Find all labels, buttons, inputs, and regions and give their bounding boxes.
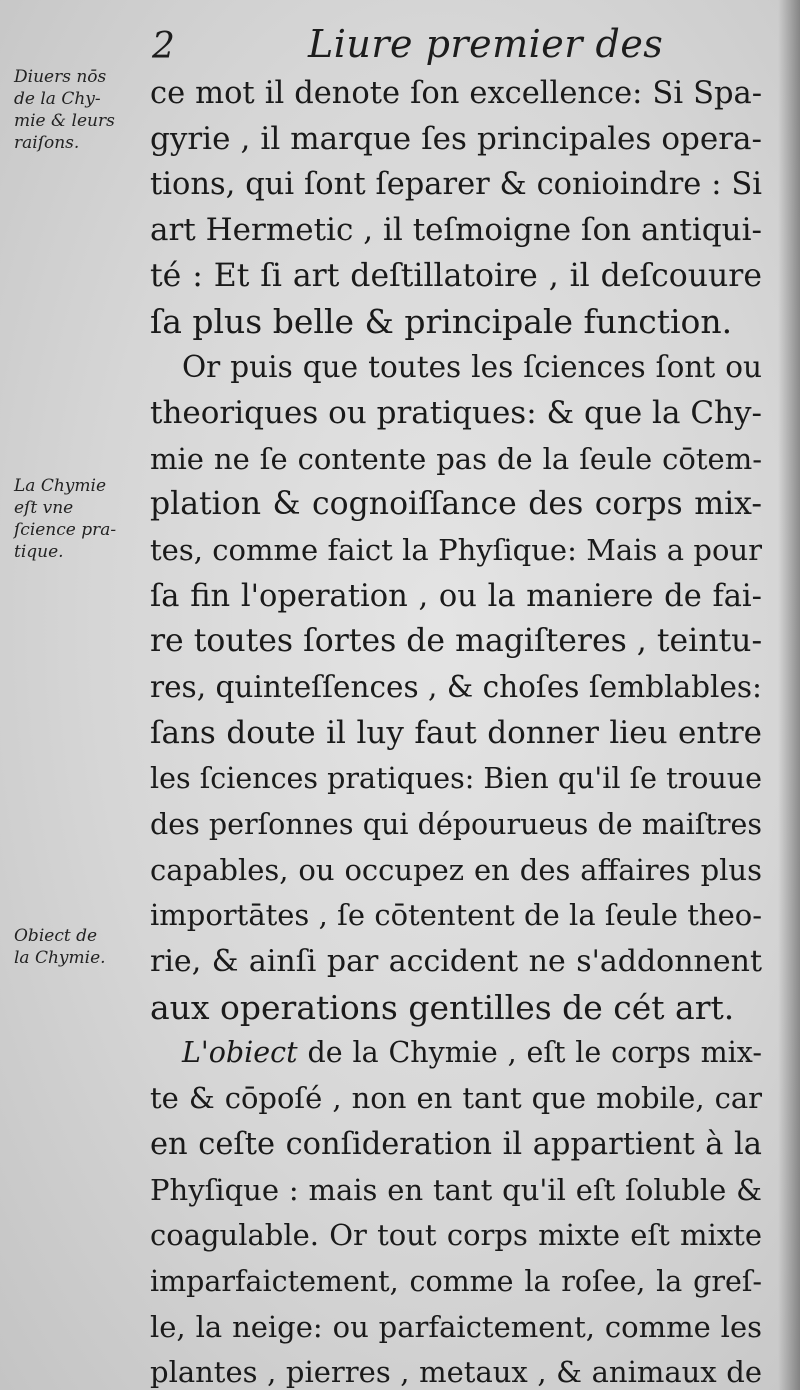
text-line: aux operations gentilles de cét art. xyxy=(150,987,735,1027)
margin-note-line: Diuers nōs xyxy=(14,67,107,87)
text-line: imparfaictement, comme la roſee, la greſ- xyxy=(150,1264,762,1298)
margin-note-line: ſcience pra- xyxy=(14,520,117,540)
text-line: coagulable. Or tout corps mixte eſt mixte xyxy=(150,1218,762,1253)
text-line xyxy=(150,1030,762,1076)
gutter-shadow xyxy=(778,0,800,1390)
objet-word: L'obiect xyxy=(182,1036,298,1070)
text-line: plantes , pierres , metaux , & animaux de xyxy=(150,1355,762,1390)
text-line: art Hermetic , il teſmoigne ſon antiqui- xyxy=(150,212,762,249)
text-line: res, quinteſſences , & choſes ſemblables: xyxy=(150,669,762,704)
page-number: 2 xyxy=(152,26,175,67)
text-line: mie ne ſe contente pas de la ſeule cōtem- xyxy=(150,441,762,476)
text-line-rest: de la Chymie , eſt le corps mix- xyxy=(307,1036,762,1070)
text-line: les ſciences pratiques: Bien qu'il ſe trouue xyxy=(150,762,762,796)
margin-note-line: de la Chy- xyxy=(14,89,101,109)
margin-note-line: Obiect de xyxy=(14,926,98,946)
margin-note-line: tique. xyxy=(14,542,64,562)
text-line: re toutes ſortes de magiſteres , teintu- xyxy=(150,623,762,660)
text-line: des perſonnes qui dépourueus de maiſtres xyxy=(150,808,762,841)
text-line: capables, ou occupez en des affaires plus xyxy=(150,852,762,887)
margin-note-line: La Chymie xyxy=(14,476,107,496)
text-line: en ceſte conſideration il appartient à la xyxy=(150,1126,762,1162)
margin-note-line: eſt vne xyxy=(14,498,74,518)
margin-note-line: raiſons. xyxy=(14,133,80,153)
body-text xyxy=(150,71,762,1390)
margin-note-names xyxy=(14,66,154,154)
text-line: té : Et ſi art deſtillatoire , il deſcouure xyxy=(150,257,762,294)
margin-note-line: la Chymie. xyxy=(14,948,106,968)
text-line: gyrie , il marque ſes principales opera- xyxy=(150,120,762,157)
text-line: tions, qui ſont ſeparer & conioindre : Si xyxy=(150,167,762,203)
text-line: Or puis que toutes les ſciences ſont ou xyxy=(182,350,762,385)
text-line: Phyſique : mais en tant qu'il eſt ſoluble & xyxy=(150,1172,762,1207)
text-line: ſa fin l'operation , ou la maniere de fai- xyxy=(150,578,762,614)
text-line: ce mot il denote ſon excellence: Si Spa- xyxy=(150,76,762,111)
text-line: importātes , ſe cōtentent de la ſeule theo- xyxy=(150,898,762,933)
text-line: ſans doute il luy faut donner lieu entre xyxy=(150,714,762,751)
text-line: rie, & ainſi par accident ne s'addonnent xyxy=(150,944,762,980)
text-line: tes, comme faict la Phyſique: Mais a pour xyxy=(150,532,762,567)
running-head: Liure premier des xyxy=(308,22,664,66)
text-line: plation & cognoiſſance des corps mix- xyxy=(150,486,762,523)
text-line: ſa plus belle & principale function. xyxy=(150,302,733,342)
margin-note-line: mie & leurs xyxy=(14,111,115,131)
text-line: le, la neige: ou parfaictement, comme les xyxy=(150,1309,762,1344)
text-line: te & cōpoſé , non en tant que mobile, car xyxy=(150,1081,762,1116)
page-header xyxy=(0,22,800,72)
margin-note-practical-science xyxy=(14,475,154,563)
text-line: theoriques ou pratiques: & que la Chy- xyxy=(150,394,762,431)
margin-note-object xyxy=(14,925,154,969)
